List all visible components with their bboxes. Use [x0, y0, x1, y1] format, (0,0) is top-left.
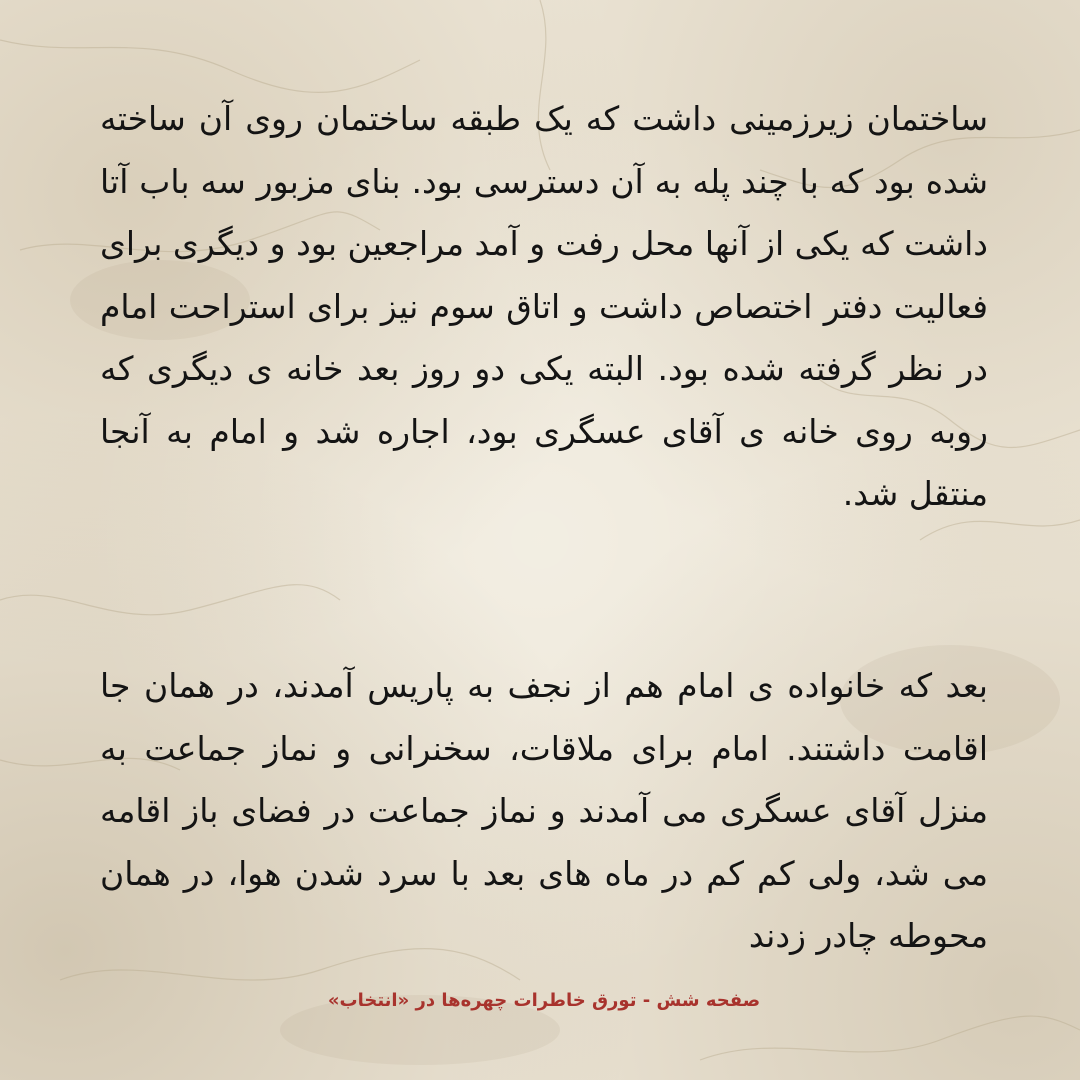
paper-crack	[0, 585, 340, 615]
paper-crack	[700, 1016, 1080, 1060]
page-caption: صفحه شش - تورق خاطرات چهره‌ها در «انتخاب»	[327, 990, 761, 1011]
body-paragraph-2: بعد که خانواده ی امام هم از نجف به پاریس آمدند، در همان جا اقامت داشتند. امام برای ملاقات، سخنرانی و نماز جماعت به منزل آقای عسگری می آمدند و نماز جماعت در فضای باز اقامه می شد، ولی کم کم در ماه های بعد با سرد شدن هوا، در همان محوطه چادر زدند	[100, 666, 988, 955]
body-paragraph-1: ساختمان زیرزمینی داشت که یک طبقه ساختمان روی آن ساخته شده بود که با چند پله به آن دسترسی بود. بنای مزبور سه باب آتا داشت که یکی از آنها محل رفت و آمد مراجعین بود و دیگری برای فعالیت دفتر اختصاص داشت و اتاق سوم نیز برای استراحت امام در نظر گرفته شده بود. البته یکی دو روز بعد خانه ی دیگری که روبه روی خانه ی آقای عسگری بود، اجاره شد و امام به آنجا منتقل شد.	[100, 99, 988, 513]
paper-crack	[0, 40, 420, 92]
